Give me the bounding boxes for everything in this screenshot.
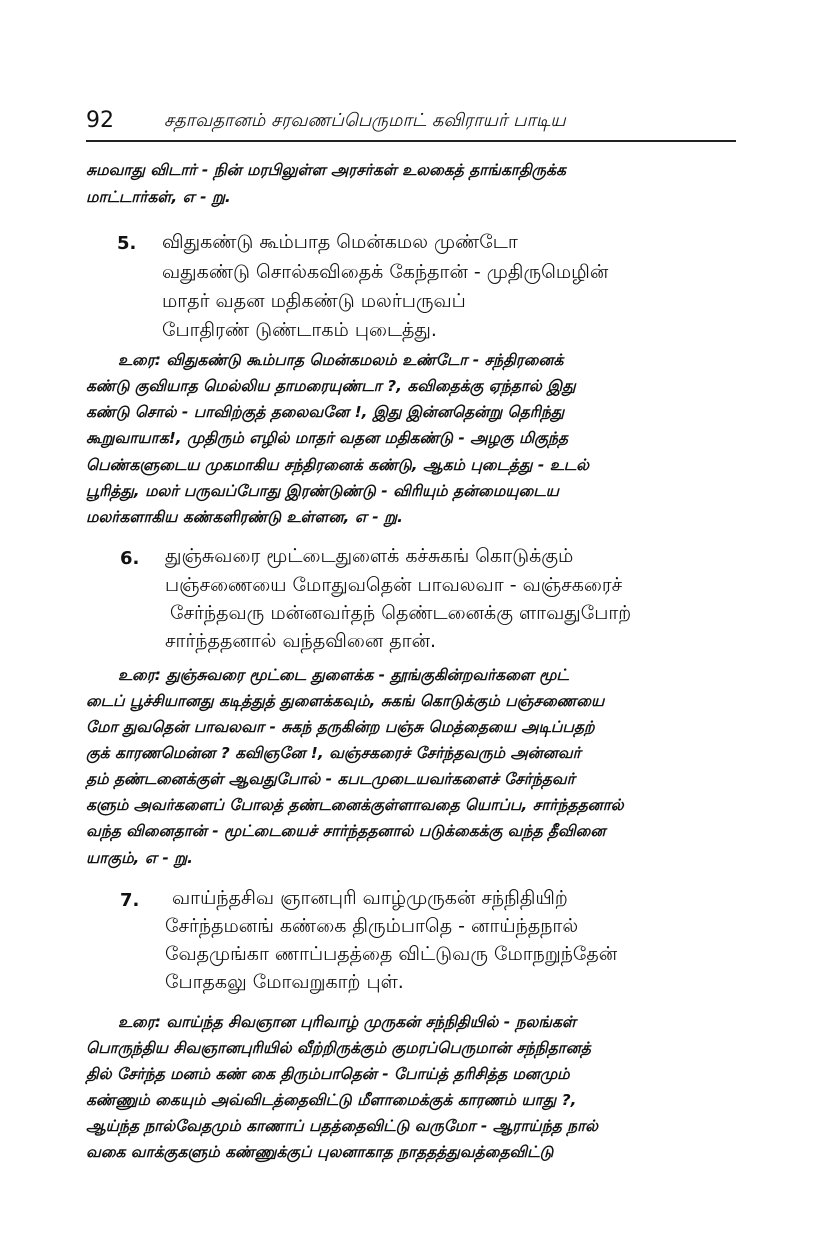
verse-line: போதகலு மோவறுகாற் புள்.	[165, 971, 404, 993]
verse-line: மாதர் வதன மதிகண்டு மலர்பருவப்	[162, 290, 466, 312]
page-header	[86, 108, 736, 140]
running-title: சதாவதானம் சரவணப்பெருமாட் கவிராயர் பாடிய	[164, 110, 566, 131]
commentary-line: தில் சேர்ந்த மனம் கண் கை திரும்பாதென் - போய்த் தரிசித்த மனமும்	[86, 1065, 570, 1083]
verse-line: சார்ந்ததனால் வந்தவினை தான்.	[165, 630, 437, 652]
verse-line: வேதமுங்கா ணாப்பதத்தை விட்டுவரு மோநறுந்தேன்	[165, 943, 618, 965]
commentary-line: யாகும், எ - று.	[86, 849, 193, 867]
commentary-line: மலர்களாகிய கண்களிரண்டு உள்ளன, எ - று.	[86, 508, 403, 526]
intro-line: சுமவாது விடார் - நின் மரபிலுள்ள அரசர்கள் உலகைத் தாங்காதிருக்க	[86, 161, 566, 179]
verse-number: 7.	[120, 890, 140, 911]
verse-line: பஞ்சணையை மோதுவதென் பாவலவா - வஞ்சகரைச்	[165, 574, 623, 596]
commentary-line: தம் தண்டனைக்குள் ஆவதுபோல் - கபடமுடையவர்களைச் சேர்ந்தவர்	[86, 770, 575, 788]
commentary-line: களும் அவர்களைப் போலத் தண்டனைக்குள்ளாவதை யொப்ப, சார்ந்ததனால்	[86, 796, 624, 814]
commentary-line: மோ துவதென் பாவலவா - சுகந் தருகின்ற பஞ்சு மெத்தையை அடிப்பதற்	[86, 718, 595, 736]
verse-number: 5.	[117, 233, 137, 254]
verse-line: விதுகண்டு கூம்பாத மென்கமல முண்டோ	[162, 231, 518, 253]
commentary-line: வந்த வினைதான் - மூட்டையைச் சார்ந்ததனால் படுக்கைக்கு வந்த தீவினை	[86, 822, 606, 840]
commentary-line: பெண்களுடைய முகமாகிய சந்திரனைக் கண்டு, ஆகம் புடைத்து - உடல்	[86, 456, 589, 474]
commentary-line: கண்ணும் கையும் அவ்விடத்தைவிட்டு மீளாமைக்குக் காரணம் யாது ?,	[86, 1091, 577, 1109]
commentary-line: கண்டு குவியாத மெல்லிய தாமரையுண்டா ?, கவிதைக்கு ஏந்தால் இது	[86, 377, 576, 395]
commentary-line: ஆய்ந்த நால்வேதமும் காணாப் பதத்தைவிட்டு வருமோ - ஆராய்ந்த நால்	[86, 1117, 599, 1135]
verse-line: போதிரண் டுண்டாகம் புடைத்து.	[162, 319, 437, 341]
commentary-line: பூரித்து, மலர் பருவப்போது இரண்டுண்டு - விரியும் தன்மையுடைய	[86, 482, 559, 500]
commentary-line: உரை: விதுகண்டு கூம்பாத மென்கமலம் உண்டோ - சந்திரனைக்	[118, 351, 564, 369]
verse-line: சேர்ந்தவரு மன்னவர்தந் தெண்டனைக்கு ளாவதுபோற்	[170, 602, 632, 624]
verse-line: வதுகண்டு சொல்கவிதைக் கேந்தான் - முதிருமெழின்	[162, 261, 609, 283]
commentary-line: உரை: துஞ்சுவரை மூட்டை துளைக்க - தூங்குகின்றவர்களை மூட்	[118, 666, 569, 684]
verse-number: 6.	[120, 548, 140, 569]
intro-line: மாட்டார்கள், எ - று.	[86, 188, 231, 206]
commentary-line: பொருந்திய சிவஞானபுரியில் வீற்றிருக்கும் குமரப்பெருமான் சந்நிதானத்	[86, 1039, 591, 1057]
verse-line: வாய்ந்தசிவ ஞானபுரி வாழ்முருகன் சந்நிதியிற்	[172, 887, 568, 909]
verse-line: துஞ்சுவரை மூட்டைதுளைக் கச்சுகங் கொடுக்கும்	[165, 545, 574, 567]
header-rule	[86, 140, 736, 142]
commentary-line: வகை வாக்குகளும் கண்ணுக்குப் புலனாகாத நாததத்துவத்தைவிட்டு	[86, 1143, 554, 1161]
verse-line: சேர்ந்தமனங் கண்கை திரும்பாதெ - னாய்ந்தநால்	[165, 915, 579, 937]
commentary-line: உரை: வாய்ந்த சிவஞான புரிவாழ் முருகன் சந்நிதியில் - நலங்கள்	[118, 1013, 576, 1031]
commentary-line: கண்டு சொல் - பாவிற்குத் தலைவனே !, இது இன்னதென்று தெரிந்து	[86, 403, 565, 421]
commentary-line: டைப் பூச்சியானது கடித்துத் துளைக்கவும், சுகங் கொடுக்கும் பஞ்சணையை	[86, 692, 605, 710]
commentary-line: கூறுவாயாக!, முதிரும் எழில் மாதர் வதன மதிகண்டு - அழகு மிகுந்த	[86, 429, 568, 447]
page-number: 92	[86, 108, 114, 133]
commentary-line: குக் காரணமென்ன ? கவிஞனே !, வஞ்சகரைச் சேர்ந்தவரும் அன்னவர்	[86, 744, 581, 762]
